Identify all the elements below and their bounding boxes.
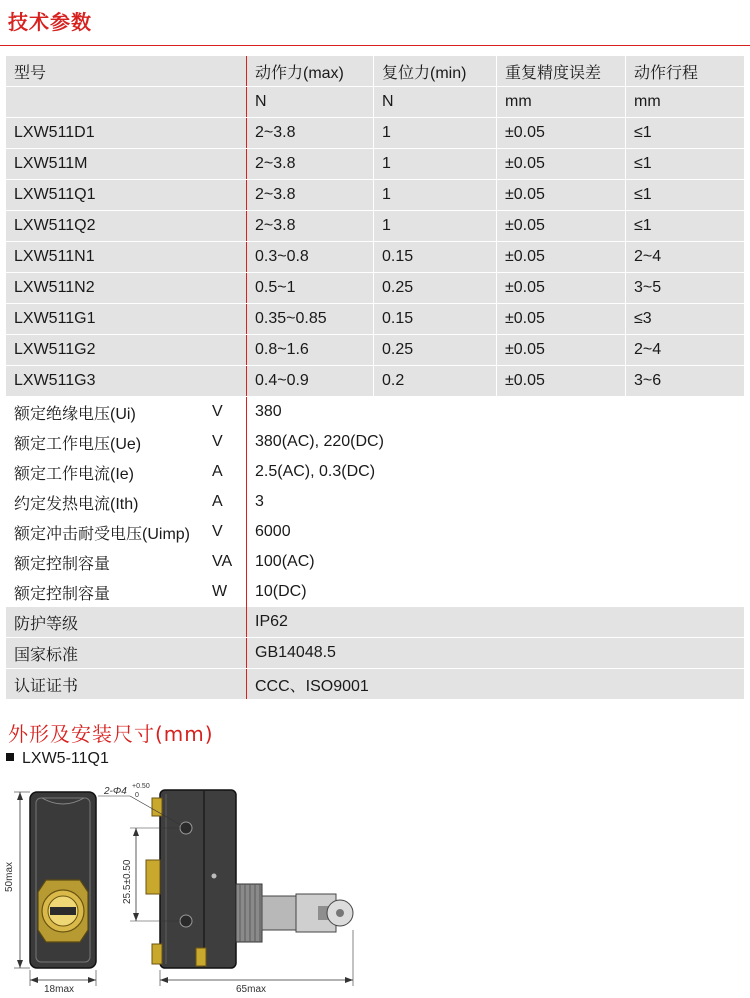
model-label: LXW5-11Q1 xyxy=(22,750,109,767)
table-row xyxy=(6,118,744,149)
header-cell-precision: 重复精度误差 xyxy=(497,56,626,87)
model-cell: LXW511G2 xyxy=(6,335,247,366)
section-title-tech-params: 技术参数 xyxy=(8,10,92,34)
table-cell: ±0.05 xyxy=(497,366,626,397)
rating-label: 额定绝缘电压(Ui) xyxy=(6,397,212,428)
table-header-row xyxy=(6,56,744,87)
unit-cell: N xyxy=(374,87,497,118)
rating-value: GB14048.5 xyxy=(247,638,745,669)
rating-label: 约定发热电流(Ith) xyxy=(6,487,212,517)
rating-label: 额定工作电压(Ue) xyxy=(6,427,212,457)
table-cell: 0.2 xyxy=(374,366,497,397)
table-cell: 0.35~0.85 xyxy=(247,304,374,335)
rating-label: 额定控制容量 xyxy=(6,577,212,607)
dim-length-label: 65max xyxy=(236,984,267,995)
table-cell: 2~3.8 xyxy=(247,211,374,242)
table-cell: 1 xyxy=(374,118,497,149)
rating-row xyxy=(6,547,744,577)
header-cell-model: 型号 xyxy=(6,56,247,87)
table-row xyxy=(6,242,744,273)
table-cell: 0.25 xyxy=(374,335,497,366)
model-cell: LXW511G3 xyxy=(6,366,247,397)
bullet-square-icon xyxy=(6,753,14,761)
rating-row xyxy=(6,638,744,669)
dim-hole-label: 2-Φ4 xyxy=(104,786,127,797)
table-row xyxy=(6,180,744,211)
dim-height-label: 50max xyxy=(4,861,15,892)
rating-unit: V xyxy=(212,427,247,457)
table-cell: ≤1 xyxy=(626,149,745,180)
rating-row xyxy=(6,669,744,700)
model-cell: LXW511D1 xyxy=(6,118,247,149)
table-row xyxy=(6,304,744,335)
table-row xyxy=(6,335,744,366)
table-cell: 2~3.8 xyxy=(247,180,374,211)
header-cell-reset: 复位力(min) xyxy=(374,56,497,87)
rating-label: 认证证书 xyxy=(6,669,212,700)
rating-label: 防护等级 xyxy=(6,607,212,638)
rating-row xyxy=(6,397,744,428)
table-cell: 2~4 xyxy=(626,335,745,366)
dimension-drawing xyxy=(0,780,750,998)
model-cell: LXW511Q1 xyxy=(6,180,247,211)
table-cell: 0.25 xyxy=(374,273,497,304)
header-cell-force: 动作力(max) xyxy=(247,56,374,87)
model-cell: LXW511N1 xyxy=(6,242,247,273)
rating-value: 2.5(AC), 0.3(DC) xyxy=(247,457,745,487)
table-cell: 1 xyxy=(374,211,497,242)
table-cell: 0.4~0.9 xyxy=(247,366,374,397)
model-cell: LXW511N2 xyxy=(6,273,247,304)
dim-hole-tol-lower: 0 xyxy=(135,792,139,799)
table-cell: 2~4 xyxy=(626,242,745,273)
rating-row xyxy=(6,577,744,607)
table-row xyxy=(6,366,744,397)
rating-value: 380(AC), 220(DC) xyxy=(247,427,745,457)
table-cell: 0.15 xyxy=(374,304,497,335)
rating-unit xyxy=(212,607,247,638)
table-row xyxy=(6,211,744,242)
table-row xyxy=(6,273,744,304)
side-view xyxy=(98,783,353,995)
table-cell: ±0.05 xyxy=(497,242,626,273)
table-cell: ≤1 xyxy=(626,211,745,242)
rating-row xyxy=(6,427,744,457)
rating-label: 额定控制容量 xyxy=(6,547,212,577)
unit-cell: mm xyxy=(497,87,626,118)
rating-unit: V xyxy=(212,517,247,547)
dim-hole-tol-upper: +0.50 xyxy=(132,783,150,790)
model-caption xyxy=(6,750,109,768)
title-divider xyxy=(0,45,750,46)
model-cell: LXW511Q2 xyxy=(6,211,247,242)
table-cell: 3~6 xyxy=(626,366,745,397)
rating-label: 额定工作电流(Ie) xyxy=(6,457,212,487)
model-cell: LXW511G1 xyxy=(6,304,247,335)
dim-pitch-label: 25.5±0.50 xyxy=(122,859,133,904)
header-cell-travel: 动作行程 xyxy=(626,56,745,87)
rating-row xyxy=(6,607,744,638)
rating-unit xyxy=(212,638,247,669)
table-cell: 1 xyxy=(374,180,497,211)
table-cell: ±0.05 xyxy=(497,211,626,242)
model-cell: LXW511M xyxy=(6,149,247,180)
rating-label: 额定冲击耐受电压(Uimp) xyxy=(6,517,212,547)
table-cell: ≤1 xyxy=(626,180,745,211)
unit-cell: mm xyxy=(626,87,745,118)
table-cell: ±0.05 xyxy=(497,180,626,211)
rating-value: 380 xyxy=(247,397,745,428)
rating-unit: A xyxy=(212,457,247,487)
rating-value: 10(DC) xyxy=(247,577,745,607)
rating-row xyxy=(6,517,744,547)
spec-table xyxy=(6,56,744,700)
table-cell: ±0.05 xyxy=(497,149,626,180)
table-cell: ≤1 xyxy=(626,118,745,149)
rating-value: 6000 xyxy=(247,517,745,547)
unit-cell xyxy=(6,87,247,118)
table-cell: 3~5 xyxy=(626,273,745,304)
rating-unit xyxy=(212,669,247,700)
rating-unit: A xyxy=(212,487,247,517)
section-title-dimensions: 外形及安装尺寸(mm) xyxy=(8,722,214,746)
rating-value: 100(AC) xyxy=(247,547,745,577)
rating-label: 国家标准 xyxy=(6,638,212,669)
dim-width-label: 18max xyxy=(44,984,75,995)
rating-value: CCC、ISO9001 xyxy=(247,669,745,700)
table-cell: 0.8~1.6 xyxy=(247,335,374,366)
rating-unit: VA xyxy=(212,547,247,577)
table-cell: 1 xyxy=(374,149,497,180)
table-cell: 0.5~1 xyxy=(247,273,374,304)
table-cell: 0.15 xyxy=(374,242,497,273)
rating-row xyxy=(6,457,744,487)
table-cell: ≤3 xyxy=(626,304,745,335)
table-cell: ±0.05 xyxy=(497,118,626,149)
table-cell: 2~3.8 xyxy=(247,118,374,149)
rating-unit: W xyxy=(212,577,247,607)
rating-unit: V xyxy=(212,397,247,428)
table-cell: ±0.05 xyxy=(497,335,626,366)
table-units-row xyxy=(6,87,744,118)
rating-value: 3 xyxy=(247,487,745,517)
unit-cell: N xyxy=(247,87,374,118)
front-view xyxy=(4,792,96,995)
table-cell: ±0.05 xyxy=(497,273,626,304)
rating-row xyxy=(6,487,744,517)
table-cell: ±0.05 xyxy=(497,304,626,335)
table-cell: 2~3.8 xyxy=(247,149,374,180)
rating-value: IP62 xyxy=(247,607,745,638)
table-cell: 0.3~0.8 xyxy=(247,242,374,273)
table-row xyxy=(6,149,744,180)
